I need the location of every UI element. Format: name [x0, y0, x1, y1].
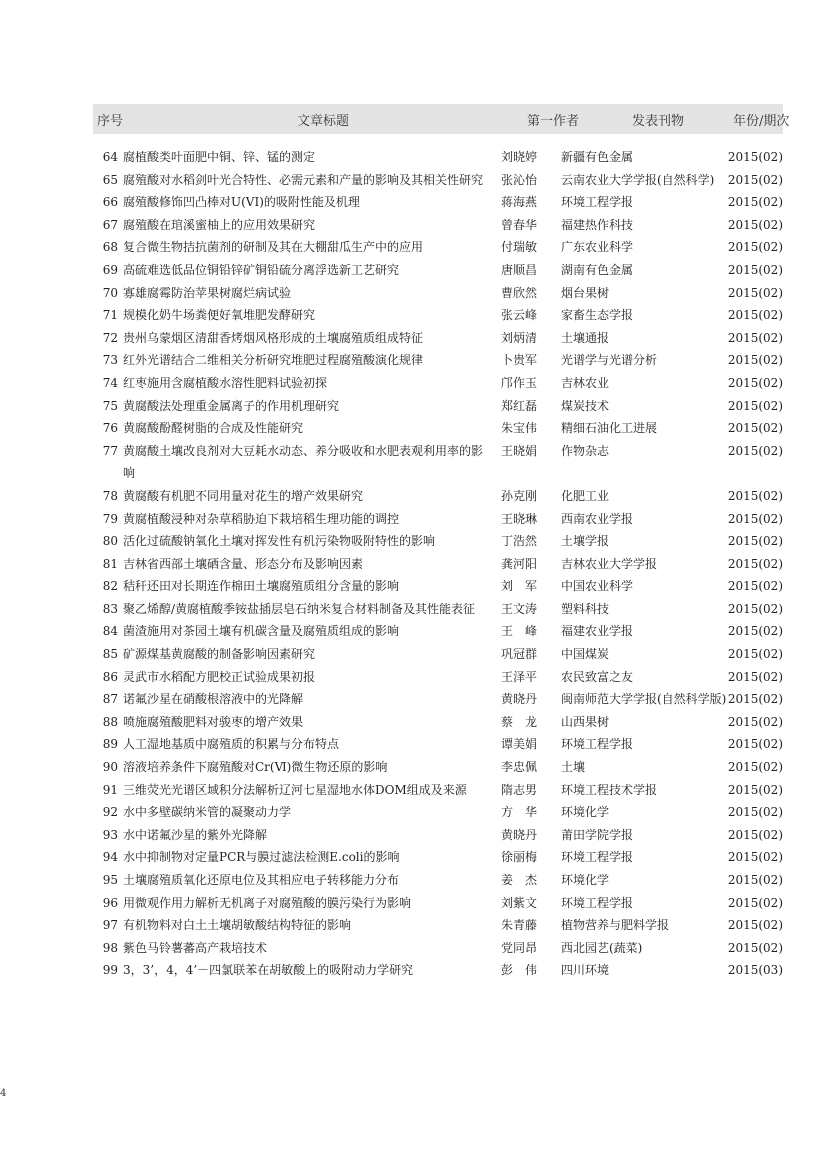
- cell-author: 唐顺昌: [501, 262, 538, 277]
- cell-journal: 闽南师范大学学报(自然科学版): [561, 692, 727, 707]
- cell-title: 聚乙烯醇/黄腐植酸季铵盐插层皂石纳米复合材料制备及其性能表征: [123, 601, 476, 616]
- cell-journal: 环境化学: [561, 805, 610, 820]
- table-row: [93, 892, 783, 915]
- cell-author: 王 峰: [501, 624, 538, 639]
- cell-year: 2015(02): [727, 579, 783, 594]
- cell-journal: 广东农业科学: [561, 240, 634, 255]
- cell-year: 2015(02): [727, 782, 783, 797]
- cell-title: 腐植酸类叶面肥中铜、锌、锰的测定: [123, 150, 316, 164]
- cell-no: 93: [102, 827, 118, 842]
- cell-no: 90: [102, 760, 118, 775]
- cell-journal: 家畜生态学报: [561, 308, 634, 323]
- cell-year: 2015(02): [727, 353, 783, 368]
- cell-no: 77: [102, 443, 118, 458]
- cell-year: 2015(02): [727, 737, 783, 752]
- table-row: [93, 733, 783, 756]
- cell-title: 规模化奶牛场粪便好氧堆肥发酵研究: [123, 308, 316, 323]
- cell-year: 2015(03): [727, 963, 783, 978]
- cell-author: 徐丽梅: [501, 850, 538, 865]
- table-row: [93, 372, 783, 395]
- article-table: [93, 104, 790, 982]
- cell-title: 溶液培养条件下腐殖酸对Cr(Ⅵ)微生物还原的影响: [123, 760, 388, 775]
- cell-author: 朱青藤: [501, 918, 538, 933]
- cell-year: 2015(02): [727, 805, 783, 820]
- cell-author: 刘炳清: [501, 330, 538, 345]
- cell-year: 2015(02): [727, 940, 783, 955]
- table-row: [93, 417, 783, 440]
- cell-no: 85: [102, 647, 118, 662]
- header-year: 年份/期次: [733, 113, 790, 129]
- table-row: [93, 440, 783, 485]
- cell-title: 诺氟沙星在硝酸根溶液中的光降解: [123, 692, 304, 707]
- cell-journal: 塑料科技: [561, 601, 610, 616]
- cell-journal: 土壤: [561, 760, 586, 775]
- table-row: [93, 327, 783, 350]
- table-row: [93, 756, 783, 779]
- cell-journal: 莆田学院学报: [561, 827, 634, 842]
- cell-no: 69: [102, 262, 118, 277]
- cell-title: 黄腐酸酚醛树脂的合成及性能研究: [123, 421, 304, 436]
- cell-title: 活化过硫酸钠氧化土壤对挥发性有机污染物吸附特性的影响: [123, 534, 436, 549]
- table-row: [93, 643, 783, 666]
- table-row: [93, 553, 783, 576]
- cell-no: 95: [102, 873, 118, 887]
- cell-no: 72: [102, 330, 118, 345]
- cell-year: 2015(02): [727, 534, 783, 549]
- cell-no: 73: [102, 353, 118, 368]
- cell-no: 67: [102, 217, 118, 232]
- cell-author: 王泽平: [501, 669, 538, 684]
- cell-journal: 土壤通报: [561, 330, 610, 345]
- cell-author: 卜贵军: [501, 353, 538, 368]
- cell-no: 88: [102, 714, 118, 729]
- cell-journal: 烟台果树: [561, 285, 610, 300]
- table-row: [93, 146, 783, 169]
- cell-author: 曹欣然: [501, 285, 538, 300]
- table-row: [93, 711, 783, 734]
- cell-no: 84: [102, 624, 118, 639]
- cell-journal: 云南农业大学学报(自然科学): [561, 172, 715, 187]
- cell-no: 97: [102, 918, 118, 933]
- cell-no: 98: [102, 940, 118, 955]
- cell-journal: 煤炭技术: [561, 398, 610, 413]
- cell-journal: 西南农业学报: [561, 511, 634, 526]
- cell-no: 89: [102, 737, 118, 752]
- table-row: [93, 914, 783, 937]
- cell-journal: 吉林农业大学学报: [561, 556, 658, 571]
- cell-title: 秸秆还田对长期连作棉田土壤腐殖质组分含量的影响: [123, 579, 400, 594]
- cell-year: 2015(02): [727, 375, 783, 390]
- cell-author: 曾春华: [501, 217, 538, 232]
- table-row: [93, 620, 783, 643]
- cell-year: 2015(02): [727, 601, 783, 616]
- cell-journal: 环境化学: [561, 873, 610, 887]
- cell-title: 用微观作用力解析无机离子对腐殖酸的膜污染行为影响: [123, 895, 412, 910]
- cell-journal: 化肥工业: [561, 488, 610, 503]
- cell-journal: 精细石油化工进展: [561, 421, 658, 436]
- table-row: [93, 349, 783, 372]
- cell-year: 2015(02): [727, 195, 783, 210]
- cell-year: 2015(02): [727, 714, 783, 729]
- table-row: [93, 191, 783, 214]
- cell-year: 2015(02): [727, 760, 783, 775]
- table-row: [93, 779, 783, 802]
- header-no: 序号: [97, 113, 124, 129]
- cell-title: 寡雄腐霉防治苹果树腐烂病试验: [123, 285, 292, 300]
- cell-title: 水中诺氟沙星的紫外光降解: [123, 827, 268, 842]
- cell-journal: 农民致富之友: [561, 669, 634, 684]
- cell-no: 92: [102, 805, 118, 820]
- cell-author: 隋志男: [501, 782, 538, 797]
- cell-no: 83: [102, 601, 118, 616]
- cell-title: 土壤腐殖质氧化还原电位及其相应电子转移能力分布: [123, 873, 400, 887]
- cell-journal: 环境工程学报: [561, 195, 634, 210]
- cell-year: 2015(02): [727, 827, 783, 842]
- cell-title: 黄腐酸土壤改良剂对大豆耗水动态、养分吸收和水肥表观利用率的影响: [123, 443, 484, 481]
- cell-no: 86: [102, 669, 118, 684]
- table-row: [93, 508, 783, 531]
- cell-author: 谭美娟: [501, 737, 538, 752]
- table-row: [93, 575, 783, 598]
- cell-author: 孙克刚: [501, 488, 538, 503]
- cell-title: 复合微生物拮抗菌剂的研制及其在大棚甜瓜生产中的应用: [123, 240, 424, 255]
- table-row: [93, 959, 783, 982]
- cell-no: 91: [102, 782, 118, 797]
- cell-journal: 环境工程技术学报: [561, 782, 658, 797]
- header-journal: 发表刊物: [631, 113, 684, 129]
- cell-no: 66: [102, 195, 118, 210]
- cell-author: 姜 杰: [501, 873, 538, 887]
- cell-no: 94: [102, 850, 118, 865]
- cell-year: 2015(02): [727, 262, 783, 277]
- header-author: 第一作者: [526, 113, 579, 129]
- cell-author: 彭 伟: [501, 963, 538, 978]
- cell-author: 刘晓婷: [501, 150, 538, 164]
- cell-title: 高硫难选低品位铜铅锌矿铜铅硫分离浮选新工艺研究: [123, 262, 400, 277]
- cell-year: 2015(02): [727, 918, 783, 933]
- cell-author: 黄晓丹: [501, 692, 538, 707]
- table-row: [93, 666, 783, 689]
- cell-title: 黄腐植酸浸种对杂草稻胁迫下栽培稻生理功能的调控: [123, 511, 400, 526]
- cell-journal: 作物杂志: [561, 443, 610, 458]
- cell-title: 红枣施用含腐植酸水溶性肥料试验初探: [123, 375, 328, 390]
- cell-author: 巩冠群: [501, 647, 538, 662]
- cell-no: 65: [102, 172, 118, 187]
- cell-author: 王晓娟: [501, 443, 538, 458]
- cell-journal: 中国煤炭: [561, 647, 610, 662]
- cell-year: 2015(02): [727, 421, 783, 436]
- cell-journal: 福建热作科技: [561, 217, 634, 232]
- cell-title: 人工湿地基质中腐殖质的积累与分布特点: [123, 737, 340, 752]
- cell-no: 96: [102, 895, 118, 910]
- cell-journal: 环境工程学报: [561, 895, 634, 910]
- cell-title: 紫色马铃薯蕃高产栽培技术: [123, 940, 268, 955]
- cell-title: 水中抑制物对定量PCR与膜过滤法检测E.coli的影响: [123, 850, 400, 865]
- cell-year: 2015(02): [727, 556, 783, 571]
- table-row: [93, 236, 783, 259]
- cell-year: 2015(02): [727, 217, 783, 232]
- cell-author: 李忠佩: [501, 760, 538, 775]
- table-row: [93, 846, 783, 869]
- cell-author: 黄晓丹: [501, 827, 538, 842]
- cell-year: 2015(02): [727, 624, 783, 639]
- header-title: 文章标题: [296, 113, 349, 129]
- cell-title: 菌渣施用对茶园土壤有机碳含量及腐殖质组成的影响: [123, 624, 400, 639]
- cell-no: 99: [102, 963, 118, 978]
- cell-no: 64: [102, 150, 118, 164]
- cell-journal: 福建农业学报: [561, 624, 634, 639]
- cell-title: 腐殖酸对水稻剑叶光合特性、必需元素和产量的影响及其相关性研究: [123, 172, 484, 187]
- table-header: [93, 104, 790, 134]
- page-number: 4: [0, 1088, 7, 1099]
- table-row: [93, 169, 783, 192]
- cell-author: 付瑞敏: [501, 240, 538, 255]
- cell-no: 81: [102, 556, 118, 571]
- cell-author: 王文涛: [501, 601, 538, 616]
- table-row: [93, 937, 783, 960]
- cell-no: 78: [102, 488, 118, 503]
- cell-title: 贵州乌蒙烟区清甜香烤烟风格形成的土壤腐殖质组成特征: [123, 330, 424, 345]
- table-row: [93, 282, 783, 305]
- cell-no: 75: [102, 398, 118, 413]
- table-body: [93, 146, 783, 982]
- table-row: [93, 530, 783, 553]
- cell-no: 71: [102, 308, 118, 323]
- cell-title: 有机物料对白土土壤胡敏酸结构特征的影响: [123, 918, 352, 933]
- cell-author: 邝作玉: [501, 375, 538, 390]
- cell-year: 2015(02): [727, 285, 783, 300]
- cell-no: 74: [102, 375, 118, 390]
- cell-journal: 中国农业科学: [561, 579, 634, 594]
- cell-author: 郑红磊: [501, 398, 538, 413]
- table-row: [93, 259, 783, 282]
- cell-year: 2015(02): [727, 647, 783, 662]
- cell-year: 2015(02): [727, 850, 783, 865]
- cell-year: 2015(02): [727, 240, 783, 255]
- cell-title: 喷施腐殖酸肥料对骏枣的增产效果: [123, 714, 304, 729]
- cell-title: 腐殖酸在琯溪蜜柚上的应用效果研究: [123, 217, 316, 232]
- cell-author: 刘紫文: [501, 895, 538, 910]
- cell-author: 张沁怡: [501, 172, 538, 187]
- table-row: [93, 214, 783, 237]
- cell-year: 2015(02): [727, 488, 783, 503]
- cell-year: 2015(02): [727, 692, 783, 707]
- cell-year: 2015(02): [727, 443, 783, 458]
- cell-author: 蒋海燕: [501, 195, 538, 210]
- table-row: [93, 598, 783, 621]
- cell-no: 79: [102, 511, 118, 526]
- cell-year: 2015(02): [727, 172, 783, 187]
- cell-journal: 新疆有色金属: [561, 150, 634, 164]
- cell-journal: 山西果树: [561, 714, 610, 729]
- table-row: [93, 304, 783, 327]
- cell-no: 80: [102, 534, 118, 549]
- cell-year: 2015(02): [727, 330, 783, 345]
- cell-no: 87: [102, 692, 118, 707]
- cell-author: 张云峰: [501, 308, 538, 323]
- cell-journal: 环境工程学报: [561, 850, 634, 865]
- cell-year: 2015(02): [727, 150, 783, 164]
- cell-title: 3，3’，4，4’－四氯联苯在胡敏酸上的吸附动力学研究: [123, 963, 414, 978]
- cell-year: 2015(02): [727, 895, 783, 910]
- cell-title: 灵武市水稻配方肥校正试验成果初报: [123, 669, 316, 684]
- cell-title: 红外光谱结合二维相关分析研究堆肥过程腐殖酸演化规律: [123, 353, 424, 368]
- table-row: [93, 485, 783, 508]
- cell-author: 方 华: [501, 805, 538, 820]
- cell-title: 黄腐酸有机肥不同用量对花生的增产效果研究: [123, 488, 364, 503]
- table-row: [93, 688, 783, 711]
- cell-author: 刘 军: [501, 579, 538, 594]
- cell-author: 蔡 龙: [501, 714, 538, 729]
- cell-journal: 四川环境: [561, 963, 610, 978]
- cell-title: 水中多壁碳纳米管的凝聚动力学: [123, 805, 292, 820]
- cell-title: 腐殖酸修饰凹凸棒对U(VI)的吸附性能及机理: [123, 195, 360, 210]
- cell-year: 2015(02): [727, 873, 783, 887]
- cell-journal: 光谱学与光谱分析: [561, 353, 658, 368]
- cell-year: 2015(02): [727, 511, 783, 526]
- cell-author: 王晓琳: [501, 511, 538, 526]
- table-row: [93, 395, 783, 418]
- cell-no: 70: [102, 285, 118, 300]
- cell-journal: 吉林农业: [561, 375, 610, 390]
- cell-author: 丁浩然: [501, 534, 538, 549]
- cell-journal: 环境工程学报: [561, 737, 634, 752]
- cell-no: 76: [102, 421, 118, 436]
- cell-no: 82: [102, 579, 118, 594]
- cell-year: 2015(02): [727, 308, 783, 323]
- cell-author: 朱宝伟: [501, 421, 538, 436]
- cell-author: 龚河阳: [501, 556, 538, 571]
- table-row: [93, 801, 783, 824]
- cell-title: 矿源煤基黄腐酸的制备影响因素研究: [123, 647, 316, 662]
- cell-title: 黄腐酸法处理重金属离子的作用机理研究: [123, 398, 340, 413]
- cell-author: 党同昂: [501, 940, 538, 955]
- cell-year: 2015(02): [727, 669, 783, 684]
- table-row: [93, 869, 783, 892]
- table-row: [93, 824, 783, 847]
- cell-title: 三维荧光光谱区域积分法解析辽河七星湿地水体DOM组成及来源: [123, 782, 467, 797]
- cell-no: 68: [102, 240, 118, 255]
- cell-journal: 湖南有色金属: [561, 262, 634, 277]
- cell-year: 2015(02): [727, 398, 783, 413]
- cell-journal: 植物营养与肥料学报: [561, 918, 670, 933]
- cell-title: 吉林省西部土壤硒含量、形态分布及影响因素: [123, 556, 364, 571]
- cell-journal: 土壤学报: [561, 534, 610, 549]
- cell-journal: 西北园艺(蔬菜): [561, 940, 643, 955]
